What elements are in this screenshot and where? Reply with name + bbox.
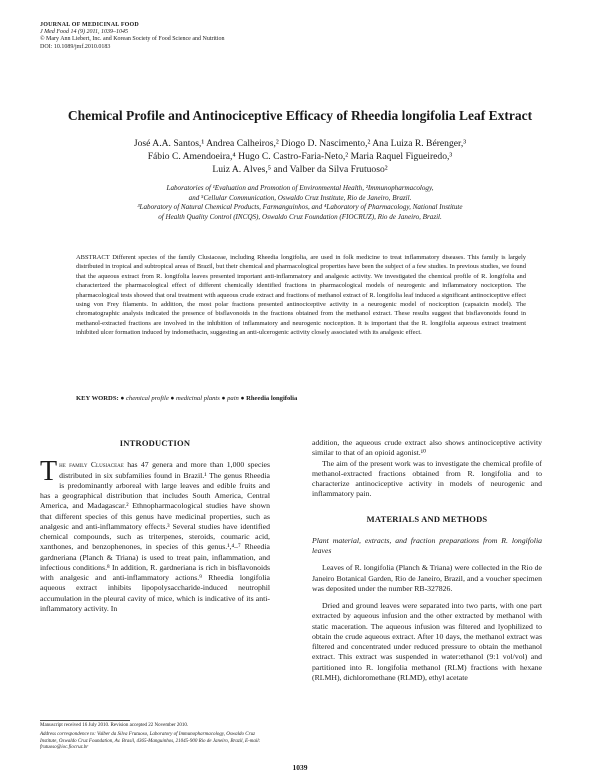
intro-paragraph-continued: addition, the aqueous crude extract also shows antinociceptive activity similar to that of an opioid agonist.¹⁰ <box>312 438 542 458</box>
page-number: 1039 <box>292 763 308 772</box>
methods-paragraph: Leaves of R. longifolia (Planch & Triana) were collected in the Rio de Janeiro Botanical Garden, Rio de Janeiro, Brazil, and a voucher specimen was deposited under the number RB-327826. <box>312 563 542 593</box>
methods-paragraph: Dried and ground leaves were separated into two parts, with one part extracted by aqueous infusion and the other extracted by methanol with static maceration. The aqueous infusion was filtered and lyophilized to obtain the crude aqueous extract. After 10 days, the methanol extract was filtered and concentrated under reduced pressure to obtain the methanol extract. This extract was suspended in water:ethanol (9:1 vol/vol) and partitioned into R. longifolia methanol (RLM) fractions with hexane (RLMH), dichloromethane (RLMD), ethyl acetate <box>312 601 542 682</box>
intro-smallcaps: he family Clusiaceae <box>59 460 124 470</box>
footnote-divider <box>40 720 130 721</box>
section-heading-methods: MATERIALS AND METHODS <box>366 513 488 524</box>
journal-doi: DOI: 10.1089/jmf.2010.0183 <box>40 43 111 50</box>
subsection-heading: Plant material, extracts, and fraction preparations from R. longifolia leaves <box>312 535 542 555</box>
journal-name: JOURNAL OF MEDICINAL FOOD <box>40 22 139 28</box>
keywords <box>76 394 526 403</box>
left-column <box>40 438 270 614</box>
keywords-label: KEY WORDS: <box>76 395 119 402</box>
footnote <box>40 723 270 751</box>
authors-line: José A.A. Santos,¹ Andrea Calheiros,² Diogo D. Nascimento,² Ana Luiza R. Bérenger,³ <box>133 138 467 149</box>
intro-paragraph <box>40 456 270 614</box>
right-column <box>312 438 542 683</box>
article-title: Chemical Profile and Antinociceptive Efficacy of Rheedia longifolia Leaf Extract <box>67 108 533 123</box>
manuscript-dates: Manuscript received 16 July 2010. Revision accepted 22 November 2010. <box>40 723 189 728</box>
journal-citation: J Med Food 14 (9) 2011, 1039–1045 <box>40 29 129 36</box>
abstract: ABSTRACT Different species of the family Clusiaceae, including Rheedia longifolia, are used in folk medicine to treat inflammatory diseases. This family is largely distributed in tropical and subtropical areas of Brazil, but their chemical and pharmacological properties have been the subject of a few studies. In previous studies, we found that the aqueous extract from R. longifolia leaves presented important anti-inflammatory and analgesic activity. We investigated the chemical profile of R. longifolia and characterized the pharmacological effect of different chemically identified fractions in pharmacological models of neurogenic and inflammatory nociception. The pharmacological tests showed that oral treatment with aqueous crude extract and fractions of methanol extract of R. longifolia leaf induced a significant antinociceptive effect using von Frey filaments. In addition, the most polar fractions presented antinociceptive activity in a neurogenic model of nociception (capsaicin model). The chromatographic analysis indicated the presence of bisflavonoids in the fractions obtained from the methanol extract. These results suggest that bisflavonoids found in methanol-extracted fractions are involved in the inhibition of inflammatory and neurogenic nociception. It is important that the R. longifolia aqueous extract treatment inhibited ulcer formation induced by indomethacin, suggesting an anti-ulcerogenic activity closely associated with its analgesic effect. <box>76 254 526 337</box>
affiliation-line: of Health Quality Control (INCQS), Oswaldo Cruz Foundation (FIOCRUZ), Rio de Janeiro, Brazil. <box>158 212 442 221</box>
journal-masthead <box>40 22 440 51</box>
drop-cap: T <box>40 456 58 488</box>
affiliation-line: Laboratories of ¹Evaluation and Promotion of Environmental Health, ²Immunopharmacology, <box>166 184 434 192</box>
affiliation-line: ³Laboratory of Natural Chemical Products, Farmanguinhos, and ⁴Laboratory of Pharmacology, National Institute <box>137 203 463 212</box>
affiliations <box>55 184 545 222</box>
keyword-item: ● medicinal plants <box>170 395 220 402</box>
keyword-item: ● pain <box>221 395 239 402</box>
intro-text: has 47 genera and more than 1,000 species distributed in six subfamilies found in Brazil.¹ The genus Rheedia is predominantly arboreal with large leaves and edible fruits and has a geographical distribution that includes South America, Central America, and Madagascar.² Ethnopharmacological studies have shown that different species of this genus have medicinal properties, such as analgesic and anti-inflammatory effects.³ Several studies have identified chemical compounds, such as triterpenes, steroids, coumaric acid, xanthones, and benzophenones, in species of this genus.¹,⁴–⁷ Rheedia gardneriana (Planch & Triana) is used to treat pain, inflammation, and infectious conditions.⁸ In addition, R. gardneriana is rich in bisflavonoids with analgesic and anti-inflammatory actions.⁹ Rheedia longifolia aqueous extract inhibits lipopolysaccharide-induced neutrophil accumulation in the pleural cavity of mice, which is indicative of its anti-inflammatory activity. In <box>40 460 270 613</box>
authors-line: Fábio C. Amendoeira,⁴ Hugo C. Castro-Faria-Neto,² Maria Raquel Figueiredo,³ <box>147 151 453 163</box>
correspondence-address: Address correspondence to: Valber da Silva Frutuoso, Laboratory of Immunopharmacology, Oswaldo Cruz Institute, Oswaldo Cruz Foundation, Av. Brasil, 4365-Manguinhos, 21045-900 Rio de Janeiro, Brazil, E-mail: frutuoso@ioc.fiocruz.br <box>40 732 261 750</box>
authors-line: Luiz A. Alves,⁵ and Valber da Silva Frutuoso² <box>212 164 388 176</box>
affiliation-line: and ⁵Cellular Communication, Oswaldo Cruz Institute, Rio de Janeiro, Brazil. <box>188 193 412 202</box>
author-list <box>70 137 530 177</box>
keyword-item: ● chemical profile <box>120 395 169 402</box>
journal-copyright: © Mary Ann Liebert, Inc. and Korean Society of Food Science and Nutrition <box>40 36 225 43</box>
keyword-item: ● Rheedia longifolia <box>240 395 298 402</box>
section-heading-introduction: INTRODUCTION <box>119 438 191 448</box>
intro-paragraph: The aim of the present work was to investigate the chemical profile of methanol-extracted fractions obtained from R. longifolia and to characterize antinociceptive activity in models of neurogenic and inflammatory pain. <box>312 458 542 499</box>
